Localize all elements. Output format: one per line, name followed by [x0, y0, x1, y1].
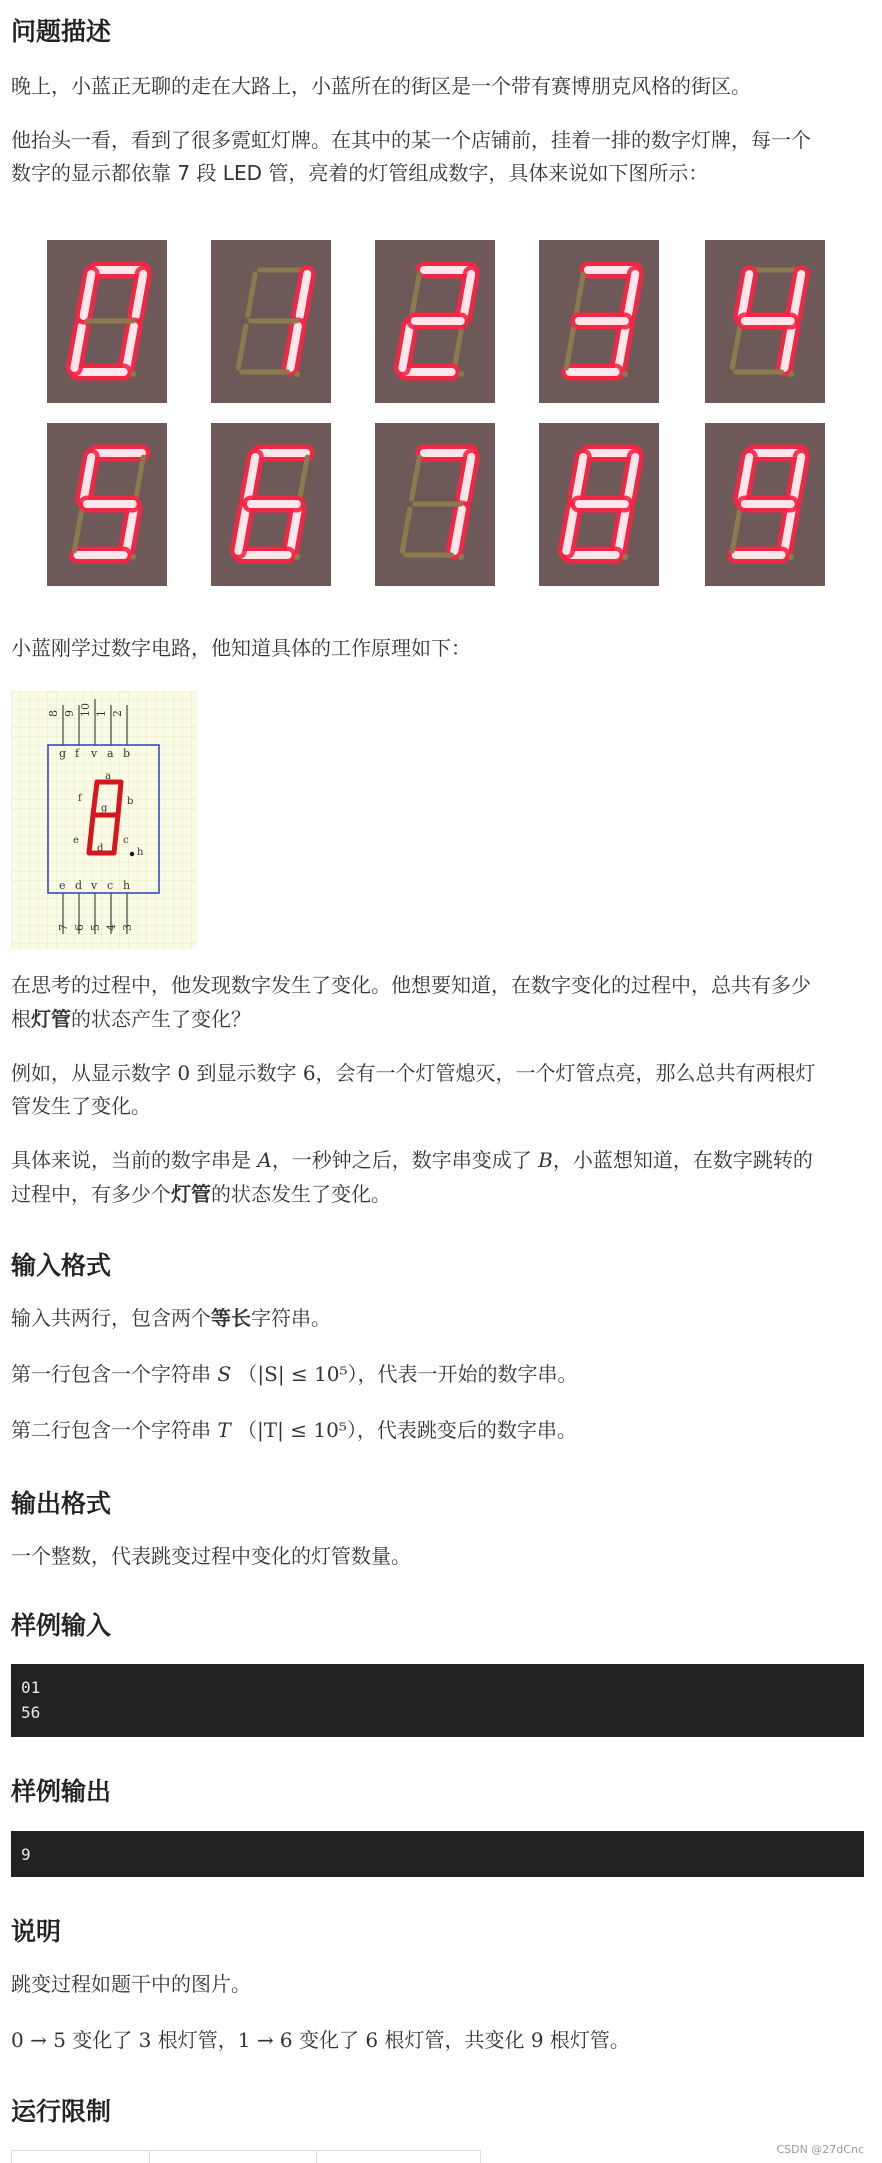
pin-8: 8 — [47, 710, 60, 717]
sample-output-code — [11, 1831, 864, 1877]
pin-letter-a: a — [107, 747, 114, 760]
paragraph-example-line1: 例如，从显示数字 0 到显示数字 6，会有一个灯管熄灭，一个灯管点亮，那么总共有两根灯 — [11, 1061, 816, 1085]
seg-label-d: d — [97, 843, 104, 854]
paragraph-detail-line2: 过程中，有多少个灯管的状态发生了变化。 — [11, 1182, 391, 1206]
seg-label-b: b — [127, 796, 134, 807]
heading-limits: 运行限制 — [11, 2097, 112, 2126]
paragraph-explanation-1: 跳变过程如题干中的图片。 — [11, 1972, 251, 1996]
pin-letter-f: f — [75, 747, 80, 760]
heading-input-format: 输入格式 — [11, 1251, 112, 1280]
pin-4: 4 — [105, 924, 118, 931]
led-digit-6 — [211, 423, 331, 586]
pin-1: 1 — [95, 710, 108, 717]
csdn-watermark: CSDN @27dCnc — [776, 2143, 864, 2156]
heading-sample-input: 样例输入 — [11, 1611, 112, 1640]
pin-letter-b: b — [123, 747, 131, 760]
paragraph-input-2: 第一行包含一个字符串 S （|S| ≤ 10⁵），代表一开始的数字串。 — [11, 1362, 578, 1386]
led-digit-8 — [539, 423, 659, 586]
circuit-svg — [11, 691, 197, 949]
pin-letter-h: h — [123, 879, 131, 892]
heading-output-format: 输出格式 — [11, 1489, 112, 1518]
pin-letter-v-bottom: v — [91, 879, 98, 892]
paragraph-detail-line1: 具体来说，当前的数字串是 A，一秒钟之后，数字串变成了 B，小蓝想知道，在数字跳转的 — [11, 1148, 813, 1172]
seg-label-c: c — [123, 835, 129, 846]
paragraph-question-line2: 根灯管的状态产生了变化？ — [11, 1007, 251, 1031]
pin-7: 7 — [57, 924, 70, 931]
heading-explanation: 说明 — [11, 1917, 62, 1946]
led-digit-9 — [705, 423, 825, 586]
limits-table-top — [11, 2150, 481, 2163]
paragraph-input-3: 第二行包含一个字符串 T （|T| ≤ 10⁵），代表跳变后的数字串。 — [11, 1418, 577, 1442]
pin-letter-v: v — [91, 747, 98, 760]
pin-6: 6 — [73, 924, 86, 931]
pin-letter-c: c — [107, 879, 114, 892]
pin-3: 3 — [121, 924, 134, 931]
paragraph-explanation-2: 0 → 5 变化了 3 根灯管，1 → 6 变化了 6 根灯管，共变化 9 根灯管。 — [11, 2028, 630, 2052]
sample-input-code — [11, 1664, 864, 1737]
paragraph-input-1: 输入共两行，包含两个等长字符串。 — [11, 1306, 331, 1330]
paragraph-neon-line2: 数字的显示都依靠 7 段 LED 管，亮着的灯管组成数字，具体来说如下图所示： — [11, 161, 709, 185]
seven-segment-circuit-diagram — [11, 691, 197, 949]
led-digit-2 — [375, 240, 495, 403]
led-digit-0 — [47, 240, 167, 403]
sample-input-line-2: 56 — [21, 1703, 41, 1722]
pin-letter-e: e — [59, 879, 66, 892]
paragraph-question-line1: 在思考的过程中，他发现数字发生了变化。他想要知道，在数字变化的过程中，总共有多少 — [11, 973, 811, 997]
seg-label-e: e — [73, 835, 79, 846]
paragraph-output: 一个整数，代表跳变过程中变化的灯管数量。 — [11, 1544, 411, 1568]
pin-5: 5 — [89, 924, 102, 931]
seg-label-g: g — [101, 803, 108, 814]
paragraph-example-line2: 管发生了变化。 — [11, 1094, 151, 1118]
heading-problem: 问题描述 — [11, 17, 112, 46]
seg-label-a: a — [105, 771, 111, 782]
led-digit-1 — [211, 240, 331, 403]
led-digit-5 — [47, 423, 167, 586]
seg-label-h: h — [137, 847, 144, 858]
led-digit-3 — [539, 240, 659, 403]
pin-9: 9 — [63, 710, 76, 717]
led-digit-7 — [375, 423, 495, 586]
pin-2: 2 — [111, 710, 124, 717]
pin-letter-d: d — [75, 879, 83, 892]
pin-letter-g: g — [59, 747, 67, 760]
led-digits-svg — [47, 240, 847, 595]
paragraph-intro: 晚上，小蓝正无聊的走在大路上，小蓝所在的街区是一个带有赛博朋克风格的街区。 — [11, 74, 751, 98]
heading-sample-output: 样例输出 — [11, 1777, 112, 1806]
paragraph-circuit-intro: 小蓝刚学过数字电路，他知道具体的工作原理如下： — [11, 636, 471, 660]
seg-label-f: f — [78, 793, 82, 804]
pin-10: 10 — [79, 703, 92, 717]
paragraph-neon-line1: 他抬头一看，看到了很多霓虹灯牌。在其中的某一个店铺前，挂着一排的数字灯牌，每一个 — [11, 128, 811, 152]
led-digit-4 — [705, 240, 825, 403]
sample-output-line-1: 9 — [21, 1845, 31, 1864]
sample-input-line-1: 01 — [21, 1678, 41, 1697]
